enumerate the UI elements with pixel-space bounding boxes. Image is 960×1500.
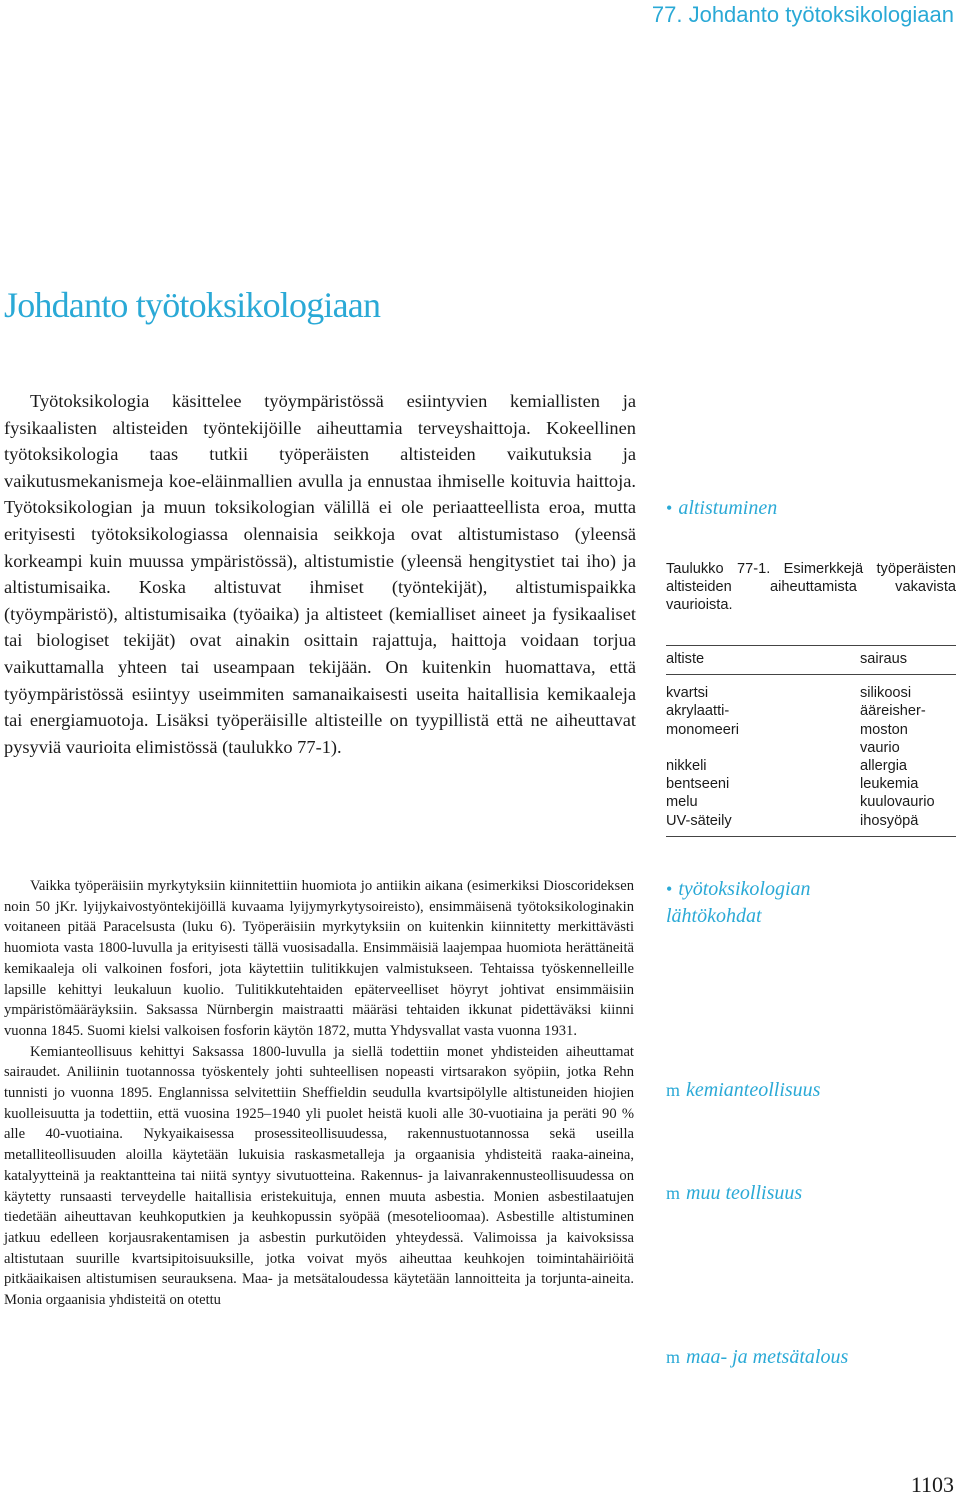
chapter-title: Johdanto työtoksikologiaan: [4, 285, 381, 325]
main-body: [4, 388, 636, 760]
m-bullet-icon: m: [666, 1183, 681, 1203]
page-number: 1103: [910, 1472, 954, 1497]
main-paragraph: Työtoksikologia käsittelee työympäristössä esiintyvien kemiallisten ja fysikaalisten altisteiden työntekijöille aiheuttamia terveyshaittoja. Kokeellinen työtoksikologia taas tutkii työperäisten altisteiden vaikutuksia ja vaikutusmekanismeja koe-eläinmallien avulla ja ennustaa ihmiselle koituvia haittoja. Työtoksikologian ja muun toksikologian välillä ei ole periaatteellista eroa, mutta erityisesti työtoksikologiassa olennaisia seikkoja ovat altistumistaso (yleensä korkeampi kuin muussa ympäristössä), altistumistie (yleensä hengitystiet tai iho) ja altistumisaika. Koska altistuvat ihmiset (työntekijät), altistumispaikka (työympäristö), altistumisaika (työaika) ja altisteet (kemialliset aineet ja fysikaaliset tai biologiset tekijät) ovat ainakin osittain rajattuja, haittoja voidaan torjua vaikuttamalla yhteen tai useampaan tekijään. On kuitenkin huomattava, että työympäristössä esiintyy useimmiten samanaikaisesti useita haitallisia kemikaaleja tai energiamuotoja. Lisäksi työperäisille altisteille on tyypillistä että ne aiheuttavat pysyviä vaurioita elimistössä (taulukko 77-1).: [4, 391, 636, 757]
table-caption: Taulukko 77-1. Esimerkkejä työperäisten altisteiden aiheuttamista vakavista vaurioista.: [666, 561, 956, 613]
table-header-altiste: altiste: [666, 651, 705, 667]
table-cell: akrylaatti-: [666, 703, 730, 720]
table-cell: kuulovaurio: [860, 794, 935, 811]
table-header-sairaus: sairaus: [860, 651, 908, 667]
table-cell: allergia: [860, 758, 908, 775]
margin-note-maa-metsatalous: [666, 1344, 848, 1371]
table-cell: ääreisher-: [860, 703, 926, 720]
table-body: [666, 675, 956, 836]
margin-note-lahtokohdat: [666, 876, 906, 930]
table-cell: leukemia: [860, 776, 919, 793]
table-77-1: [666, 645, 956, 837]
running-head: 77. Johdanto työtoksikologiaan: [651, 2, 954, 27]
table-cell: bentseeni: [666, 776, 730, 793]
table-cell: nikkeli: [666, 758, 707, 775]
table-cell: monomeeri: [666, 721, 739, 738]
margin-note-text: maa- ja metsätalous: [686, 1346, 849, 1368]
table-cell: kvartsi: [666, 685, 709, 702]
m-bullet-icon: m: [666, 1080, 681, 1100]
bullet-icon: •: [666, 879, 673, 899]
margin-note-kemianteollisuus: [666, 1077, 820, 1104]
margin-note-text: muu teollisuus: [686, 1182, 803, 1204]
small-paragraph-1: Vaikka työperäisiin myrkytyksiin kiinnitettiin huomiota jo antiikin aikana (esimerkiksi Dioscorideksen noin 50 jKr. lyijykaivostyöntekijöillä kuvaama lyijymyrkytysoireisto), ensimmäisenä työtoksikologinakin voitaneen pitää Paracelsusta (luku 6). Työperäisiin myrkytyksiin on kuitenkin kiinnitetty merkittävästi huomiota vasta 1800-luvulla ja erityisesti tällä vuosisadalla. Ensimmäisiä laajempaa huomiota herättäneitä kemikaaleja oli valkoinen fosfori, jota käytettiin tulitikkujen valmistukseen. Tehtaissa työskennelleille lapsille kehittyi leukaluun kuolio. Tulitikkutehtaiden epäterveelliset höyryt johtivat ensimmäisiin ympäristömääräyksiin. Saksassa Nürnbergin maistraatti määräsi tehtaiden ikkunat pidettäväksi kiinni vuonna 1845. Suomi kielsi valkoisen fosforin käytön 1872, mutta Yhdysvallat vasta vuonna 1931.: [4, 878, 634, 1039]
table-cell: moston: [860, 721, 908, 738]
bullet-icon: •: [666, 498, 673, 518]
margin-note-text: altistuminen: [678, 497, 778, 519]
table-column-sairaus: [860, 684, 956, 830]
small-paragraph-2: Kemianteollisuus kehittyi Saksassa 1800-luvulla ja siellä todettiin monet yhdisteiden aiheuttamat sairaudet. Aniliinin tuotannossa työskentely johti suhteellisen nopeasti virtsarakon syöpiin, jotka Rehn tunnisti jo vuonna 1895. Englannissa selvitettiin Sheffieldin seudulla kvartsipölylle altistuneiden hiojien kuolleisuutta ja todettiin, että vuosina 1925–1940 yli puolet heistä kuoli alle 30-vuotiaina ja peräti 90 % alle 40-vuotiaina. Nykyaikaisessa prosessiteollisuudessa, rakennustuotannossa sekä useilla metalliteollisuuden aloilla käytetään lukuisia raskasmetalleja ja orgaanisia yhdisteitä raaka-aineina, katalyytteinä ja reaktantteina tai niitä syntyy sivutuotteina. Rakennus- ja laivanrakennusteollisuudessa on käytetty runsaasti terveydelle haitallisia eristekuituja, ennen muuta asbestia. Monien asbestilaatujen tiedetään aiheuttavan keuhkoputkien ja keuhkopussin syöpää (mesotelioomaa). Asbestille altistuminen jatkuu edelleen korjausrakentamisen ja asbestin purkutöiden yhteydessä. Valimoissa ja kaivoksissa altistutaan suurille kvartsipitoisuuksille, jotka voivat myös aiheuttaa keuhkojen toimintahäiriöitä pitkäaikaisen altistumisen seurauksena. Maa- ja metsätaloudessa käytetään lannoitteita ja torjunta-aineita. Monia orgaanisia yhdisteitä on otettu: [4, 1043, 634, 1309]
table-bottom-rule: [666, 836, 956, 837]
table-cell: ihosyöpä: [860, 812, 919, 829]
table-cell: melu: [666, 794, 698, 811]
table-cell: [666, 739, 860, 757]
m-bullet-icon: m: [666, 1347, 681, 1367]
table-cell: UV-säteily: [666, 812, 732, 829]
table-column-altiste: [666, 684, 860, 830]
margin-note-text: kemianteollisuus: [686, 1079, 821, 1101]
table-cell: silikoosi: [860, 685, 912, 702]
small-print-section: [4, 876, 634, 1311]
margin-note-text: työtoksikologian lähtökohdat: [666, 878, 811, 927]
margin-note-muu-teollisuus: [666, 1180, 802, 1207]
margin-note-altistuminen: [666, 495, 777, 522]
table-header-row: [666, 646, 956, 674]
table-cell: vaurio: [860, 739, 900, 756]
